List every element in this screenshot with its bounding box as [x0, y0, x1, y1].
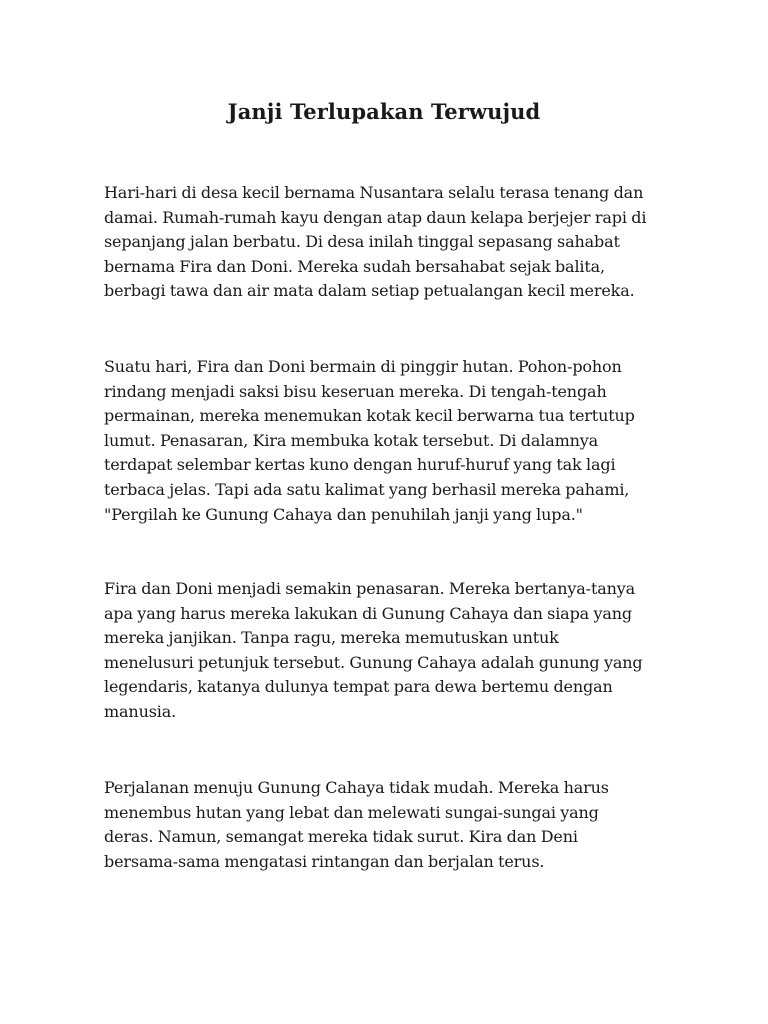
paragraph-4 [104, 776, 684, 874]
paragraph-line: bernama Fira dan Doni. Mereka sudah bersahabat sejak balita, [104, 256, 605, 276]
paragraph-line: damai. Rumah-rumah kayu dengan atap daun kelapa berjejer rapi di [104, 207, 647, 227]
paragraph-line: terbaca jelas. Tapi ada satu kalimat yang berhasil mereka pahami, [104, 479, 630, 499]
paragraph-line: Perjalanan menuju Gunung Cahaya tidak mudah. Mereka harus [104, 778, 609, 797]
paragraph-line: bersama-sama mengatasi rintangan dan berjalan terus. [104, 851, 545, 871]
paragraph-line: mereka janjikan. Tanpa ragu, mereka memutuskan untuk [104, 628, 559, 648]
paragraph-line: Suatu hari, Fira dan Doni bermain di pinggir hutan. Pohon-pohon [104, 357, 622, 376]
paragraph-line: menembus hutan yang lebat dan melewati sungai-sungai yang [104, 802, 599, 822]
paragraph-line: menelusuri petunjuk tersebut. Gunung Cahaya adalah gunung yang [104, 652, 643, 672]
paragraph-line: rindang menjadi saksi bisu keseruan mereka. Di tengah-tengah [104, 381, 607, 401]
paragraph-line: lumut. Penasaran, Kira membuka kotak tersebut. Di dalamnya [104, 430, 599, 450]
paragraph-line: sepanjang jalan berbatu. Di desa inilah tinggal sepasang sahabat [104, 232, 620, 252]
document-title: Janji Terlupakan Terwujud [227, 99, 541, 124]
paragraph-1 [104, 181, 684, 304]
paragraph-line: apa yang harus mereka lakukan di Gunung Cahaya dan siapa yang [104, 603, 633, 623]
paragraph-line: manusia. [104, 701, 177, 721]
paragraph-line: berbagi tawa dan air mata dalam setiap petualangan kecil mereka. [104, 281, 635, 301]
paragraph-line: legendaris, katanya dulunya tempat para dewa bertemu dengan [104, 677, 613, 697]
paragraph-line: terdapat selembar kertas kuno dengan huruf-huruf yang tak lagi [104, 455, 616, 475]
paragraph-line: Fira dan Doni menjadi semakin penasaran. Mereka bertanya-tanya [104, 579, 636, 598]
paragraph-line: deras. Namun, semangat mereka tidak surut. Kira dan Deni [104, 827, 578, 847]
paragraph-line: permainan, mereka menemukan kotak kecil berwarna tua tertutup [104, 406, 635, 426]
paragraph-line: "Pergilah ke Gunung Cahaya dan penuhilah janji yang lupa." [104, 504, 583, 524]
paragraph-3 [104, 577, 684, 725]
paragraph-line: Hari-hari di desa kecil bernama Nusantara selalu terasa tenang dan [104, 183, 644, 202]
paragraph-2 [104, 355, 684, 527]
